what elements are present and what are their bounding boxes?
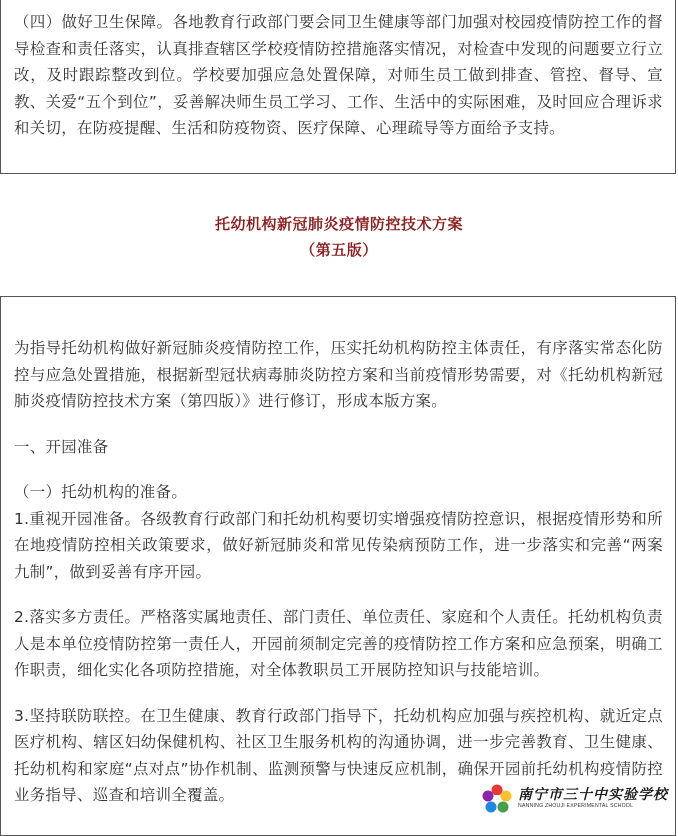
document-title: 托幼机构新冠肺炎疫情防控技术方案 — [214, 215, 463, 233]
school-logo-watermark — [476, 780, 672, 818]
item-paragraph-2: 2.落实多方责任。严格落实属地责任、部门责任、单位责任、家庭和个人责任。托幼机构负责人是本单位疫情防控第一责任人，开园前须制定完善的疫情防控工作方案和应急预案，明确工作职责，细化实化各项防控措施，对全体教职员工开展防控知识与技能培训。 — [14, 608, 663, 679]
flower-logo-icon — [480, 782, 514, 816]
subsection-heading-one: （一）托幼机构的准备。 — [14, 483, 188, 501]
top-paragraph: （四）做好卫生保障。各地教育行政部门要会同卫生健康等部门加强对校园疫情防控工作的督导检查和责任落实，认真排查辖区学校疫情防控措施落实情况，对检查中发现的问题要立行立改，及时跟踪整改到位。学校要加强应急处置保障，对师生员工做到排查、管控、督导、宣教、关爱“五个到位”，妥善解决师生员工学习、工作、生活中的实际困难，及时回应合理诉求和关切，在防疫提醒、生活和防疫物资、医疗保障、心理疏导等方面给予支持。 — [14, 13, 663, 137]
logo-name-cn: 南宁市三十中实验学校 — [518, 787, 668, 804]
section-heading-one: 一、开园准备 — [14, 437, 109, 456]
document-edition: （第五版） — [300, 241, 378, 259]
intro-paragraph: 为指导托幼机构做好新冠肺炎疫情防控工作，压实托幼机构防控主体责任，有序落实常态化防控与应急处置措施，根据新型冠状病毒肺炎防控方案和当前疫情形势需要，对《托幼机构新冠肺炎疫情防控技术方案（第四版）》进行修订，形成本版方案。 — [14, 339, 663, 410]
document-heading — [0, 211, 678, 263]
top-text-box — [0, 0, 676, 174]
item-paragraph-1: 1.重视开园准备。各级教育行政部门和托幼机构要切实增强疫情防控意识，根据疫情形势和所在地疫情防控相关政策要求，做好新冠肺炎和常见传染病预防工作，进一步落实和完善“两案九制”，做到妥善有序开园。 — [14, 509, 663, 581]
main-text-box — [0, 296, 676, 836]
logo-name-en: NANNING ZHOUJI EXPERIMENTAL SCHOOL — [518, 803, 634, 810]
item-paragraph-3: 3.坚持联防联控。在卫生健康、教育行政部门指导下，托幼机构应加强与疾控机构、就近定点医疗机构、辖区妇幼保健机构、社区卫生服务机构的沟通协调，进一步完善教育、卫生健康、托幼机构和家庭“点对点”协作机制、监测预警与快速反应机制，确保开园前托幼机构疫情防控业务指导、巡查和培训全覆盖。 — [14, 706, 663, 804]
